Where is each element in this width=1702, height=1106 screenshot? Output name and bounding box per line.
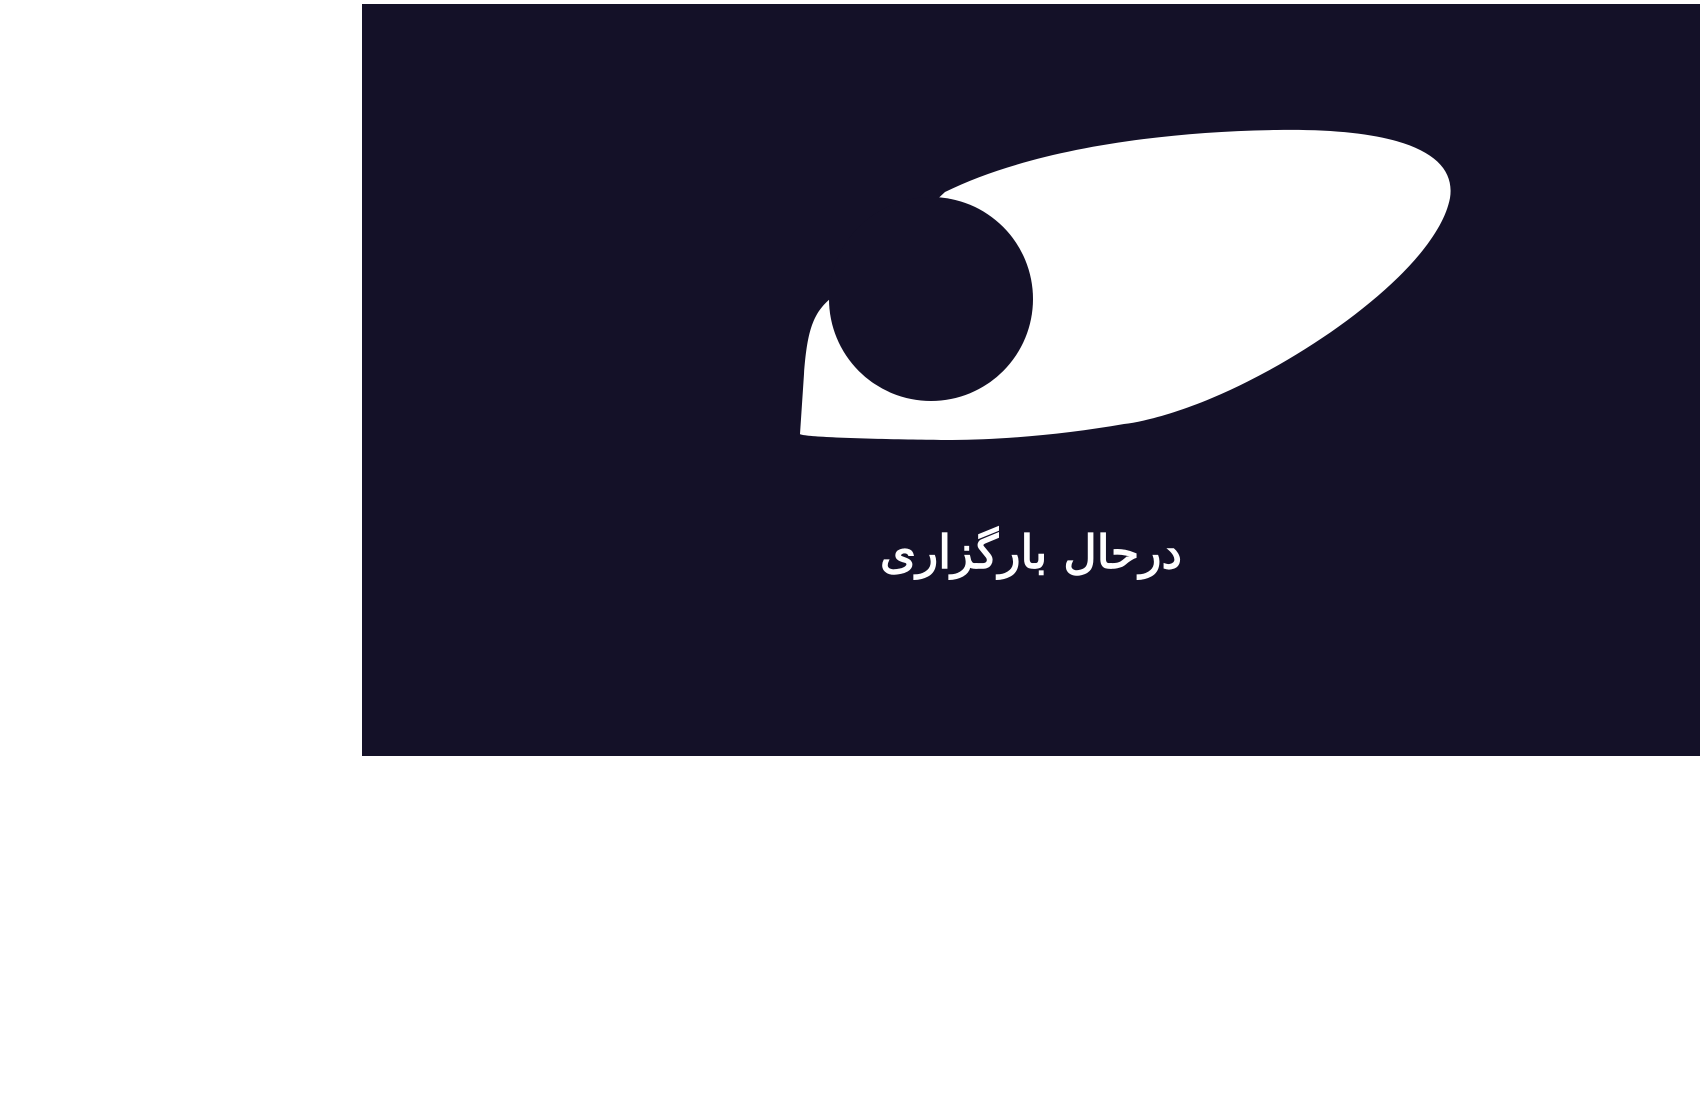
loading-text: درحال بارگزاری — [880, 525, 1182, 579]
eye-logo-icon — [362, 4, 1700, 756]
splash-screen — [362, 4, 1700, 756]
